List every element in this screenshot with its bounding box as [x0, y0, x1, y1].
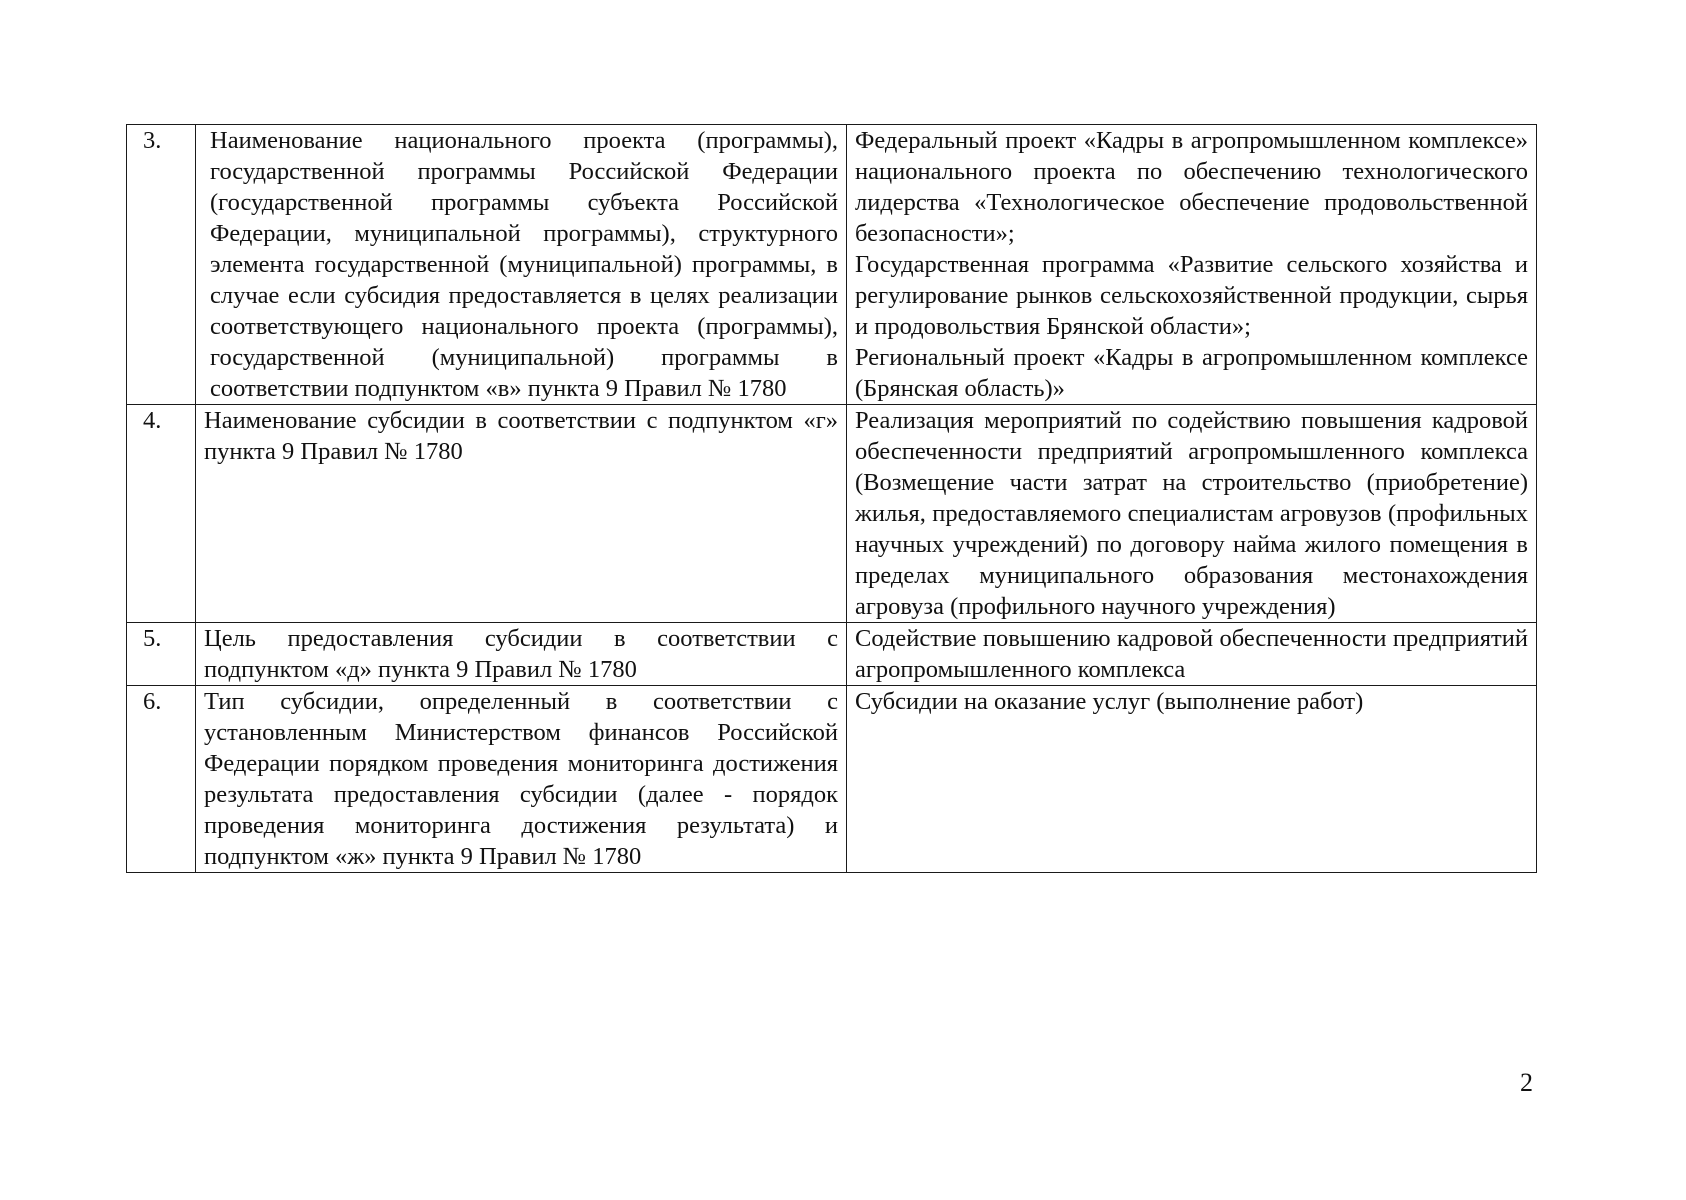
- table-row: [127, 125, 1537, 405]
- value-paragraph: Региональный проект «Кадры в агропромышленном комплексе (Брянская область)»: [855, 344, 1528, 402]
- row-label: Наименование субсидии в соответствии с подпунктом «г» пункта 9 Правил № 1780: [196, 405, 847, 623]
- value-paragraph: Государственная программа «Развитие сельского хозяйства и регулирование рынков сельскохозяйственной продукции, сырья и продовольствия Брянской области»;: [855, 251, 1528, 340]
- row-number: 4.: [127, 405, 196, 623]
- row-number: 3.: [127, 125, 196, 405]
- row-number: 5.: [127, 623, 196, 686]
- row-value: [847, 405, 1537, 623]
- row-label: Тип субсидии, определенный в соответствии с установленным Министерством финансов Российской Федерации порядком проведения мониторинга достижения результата предоставления субсидии (далее - порядок проведения мониторинга достижения результата) и подпунктом «ж» пункта 9 Правил № 1780: [196, 686, 847, 873]
- value-paragraph: Содействие повышению кадровой обеспеченности предприятий агропромышленного комплекса: [855, 625, 1528, 683]
- page-number: 2: [1520, 1068, 1533, 1097]
- document-table: [126, 124, 1537, 873]
- row-number: 6.: [127, 686, 196, 873]
- row-label: Цель предоставления субсидии в соответствии с подпунктом «д» пункта 9 Правил № 1780: [196, 623, 847, 686]
- value-paragraph: Федеральный проект «Кадры в агропромышленном комплексе» национального проекта по обеспечению технологического лидерства «Технологическое обеспечение продовольственной безопасности»;: [855, 127, 1528, 247]
- table-row: [127, 623, 1537, 686]
- row-value: [847, 623, 1537, 686]
- table-row: [127, 686, 1537, 873]
- table-row: [127, 405, 1537, 623]
- row-value: [847, 125, 1537, 405]
- row-label: Наименование национального проекта (программы), государственной программы Российской Федерации (государственной программы субъекта Российской Федерации, муниципальной программы), структурного элемента государственной (муниципальной) программы, в случае если субсидия предоставляется в целях реализации соответствующего национального проекта (программы), государственной (муниципальной) программы в соответствии подпунктом «в» пункта 9 Правил № 1780: [196, 125, 847, 405]
- row-value: [847, 686, 1537, 873]
- value-paragraph: Субсидии на оказание услуг (выполнение работ): [855, 688, 1364, 715]
- value-paragraph: Реализация мероприятий по содействию повышения кадровой обеспеченности предприятий агропромышленного комплекса (Возмещение части затрат на строительство (приобретение) жилья, предоставляемого специалистам агровузов (профильных научных учреждений) по договору найма жилого помещения в пределах муниципального образования местонахождения агровуза (профильного научного учреждения): [855, 407, 1528, 620]
